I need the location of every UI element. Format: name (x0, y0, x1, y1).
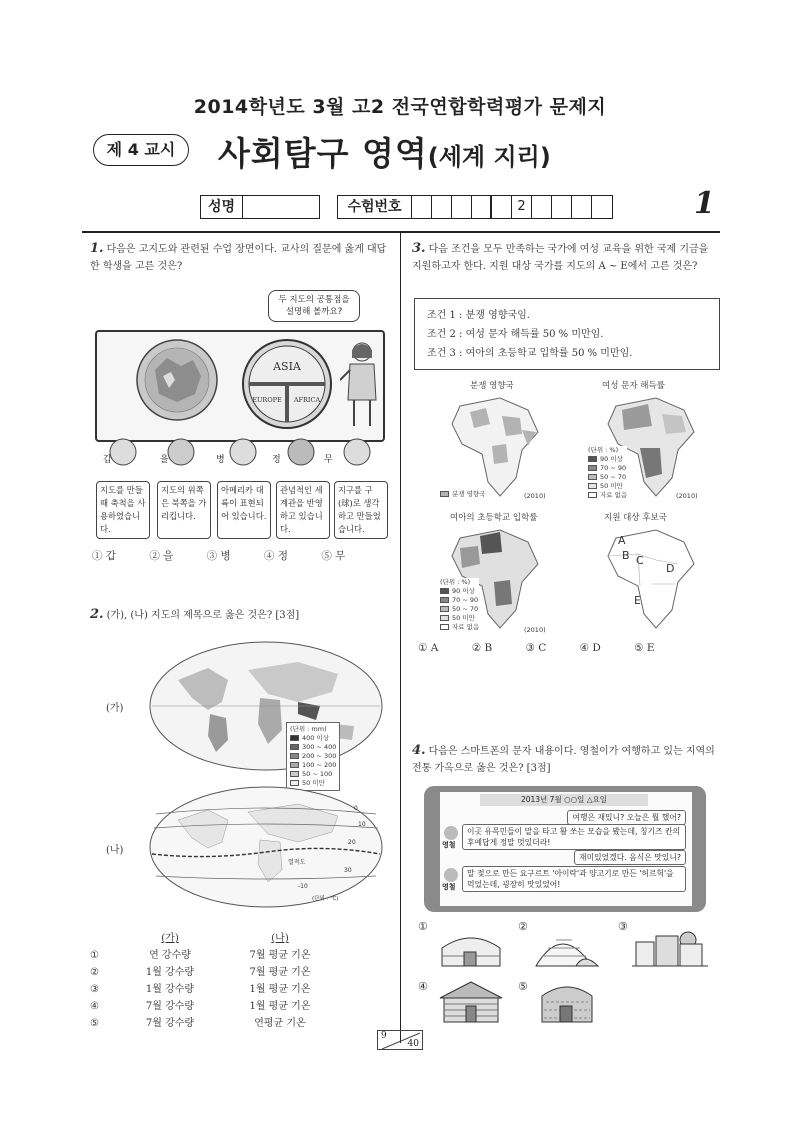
message-sent: 이곳 유목민들이 말을 타고 활 쏘는 모습을 봤는데, 칭기즈 칸의 후예답게 정말 멋있더라! (462, 824, 686, 850)
legend-title: (단위 : %) (440, 578, 471, 586)
question-2 (90, 606, 392, 624)
exam-number-cell (452, 196, 472, 218)
mud-hut-icon[interactable] (532, 978, 602, 1026)
choice-option[interactable]: ① A (418, 642, 439, 654)
map-word-europe: EUROPE (252, 396, 282, 404)
option-label[interactable]: ① (418, 920, 428, 933)
student-name: 무 (324, 455, 333, 465)
table-cell: 1월 강수량 (145, 967, 195, 978)
log-cabin-icon[interactable] (436, 978, 506, 1026)
choice-option[interactable]: ④ D (579, 642, 601, 654)
message-sent: 말 젖으로 만든 요구르트 '아이락'과 양고기로 만든 '허르헉'을 먹었는데, 굉장히 맛있었어! (462, 866, 686, 892)
question-text: 다음은 스마트폰의 문자 내용이다. 영철이가 여행하고 있는 지역의 전통 가옥으로 옳은 것은? [3점] (412, 746, 715, 774)
student-name: 정 (272, 455, 281, 465)
student-reply: 지도의 위쪽은 북쪽을 가리킵니다. (157, 481, 211, 539)
choice-option[interactable]: ② 을 (149, 550, 174, 562)
choice-option[interactable]: ③ C (525, 642, 547, 654)
question-number: 3. (412, 241, 426, 256)
isotherm-label: 20 (348, 839, 356, 846)
table-cell: 1월 강수량 (145, 984, 195, 995)
table-cell: 7월 평균 기온 (249, 950, 311, 961)
question-number: 1. (90, 241, 104, 256)
legend-label: 200 ~ 300 (302, 752, 337, 760)
sender-name: 영철 (442, 883, 456, 891)
table-header (90, 930, 340, 947)
world-isotherm-map (148, 784, 384, 910)
choice-option[interactable]: ③ 병 (206, 550, 231, 562)
legend-label: 90 이상 (452, 587, 475, 595)
header-rule (82, 231, 720, 233)
period-badge: 제 4 교시 (93, 134, 189, 166)
exam-title: 2014학년도 3월 고2 전국연합학력평가 문제지 (193, 96, 607, 118)
legend-label: 50 미만 (302, 779, 325, 787)
legend-row (290, 752, 336, 761)
sender-name: 영철 (442, 841, 456, 849)
page-number: 1 (694, 186, 715, 221)
table-head: (가) (161, 933, 179, 944)
legend-label: 50 ~ 70 (600, 473, 627, 481)
mediterranean-town-icon[interactable] (632, 924, 708, 972)
legend-label: 100 ~ 200 (302, 761, 337, 769)
map-title: 여아의 초등학교 입학률 (450, 513, 538, 523)
exam-number-cell (472, 196, 492, 218)
world-precip-map (148, 640, 384, 772)
isotherm-unit: (단위 : ℃) (312, 896, 339, 902)
subject-sub: (세계 지리) (427, 143, 551, 171)
column-divider (400, 233, 401, 1043)
conflict-legend (440, 490, 485, 499)
phone-screen (440, 792, 692, 906)
legend-row (440, 614, 479, 623)
question-number: 4. (412, 743, 426, 758)
legend-row (290, 743, 336, 752)
legend-label: 90 이상 (600, 455, 623, 463)
thermal-equator-label: 열적도 (288, 859, 306, 866)
map-a-label: (가) (106, 703, 124, 714)
table-head: (나) (271, 933, 289, 944)
table-cell: 7월 강수량 (145, 1001, 195, 1012)
footer-total: 40 (407, 1039, 419, 1049)
exam-number-field[interactable] (337, 195, 613, 219)
exam-number-cell (412, 196, 432, 218)
exam-number-cell (432, 196, 452, 218)
question-text: (가), (나) 지도의 제목으로 옳은 것은? [3점] (106, 610, 300, 621)
map-b-label: (나) (106, 845, 124, 856)
exam-number-cell: 2 (512, 196, 532, 218)
condition-line: 조건 1 : 분쟁 영향국임. (427, 310, 530, 321)
exam-number-cell (532, 196, 552, 218)
smartphone (424, 786, 706, 912)
legend-row (588, 482, 627, 491)
teacher-speech-bubble: 두 지도의 공통점을 설명해 볼까요? (268, 290, 360, 322)
subject-title (218, 128, 551, 175)
legend-label: 자료 없음 (452, 623, 480, 631)
legend-row (290, 761, 336, 770)
isotherm-label: -10 (298, 883, 308, 890)
legend-label: 400 이상 (302, 734, 330, 742)
map-word-africa: AFRICA (293, 396, 321, 404)
legend-row (290, 734, 336, 743)
student-name: 갑 (103, 455, 112, 465)
legend-row (588, 473, 627, 482)
table-cell: 7월 강수량 (145, 1018, 195, 1029)
footer-page-box (377, 1030, 423, 1050)
table-row[interactable] (90, 998, 340, 1015)
subject-main: 사회탐구 영역 (218, 134, 428, 173)
map-word-asia: ASIA (273, 360, 301, 373)
question-number: 2. (90, 607, 104, 622)
footer-page: 9 (381, 1031, 387, 1041)
q2-answer-table (90, 930, 340, 1032)
table-row[interactable] (90, 981, 340, 998)
choice-option[interactable]: ② B (471, 642, 493, 654)
exam-number-cell (572, 196, 592, 218)
condition-line: 조건 3 : 여아의 초등학교 입학률 50 % 미만임. (427, 348, 633, 359)
student-reply: 지구를 구(球)로 생각하고 만들었습니다. (334, 481, 388, 539)
table-cell: ③ (90, 984, 99, 995)
table-row[interactable] (90, 964, 340, 981)
table-row[interactable] (90, 947, 340, 964)
precip-legend (286, 722, 340, 791)
enrollment-legend (440, 578, 479, 632)
choice-option[interactable]: ⑤ 무 (321, 550, 346, 562)
choice-option[interactable]: ① 갑 (92, 550, 116, 562)
message-received: 여행은 재밌니? 오늘은 뭘 했어? (567, 810, 686, 825)
question-4 (412, 742, 720, 777)
legend-row (440, 587, 479, 596)
legend-row (440, 596, 479, 605)
africa-conflict-map (440, 392, 552, 502)
map-title: 여성 문자 해득률 (602, 381, 665, 391)
message-received: 재미있었겠다. 음식은 맛있니? (574, 850, 686, 865)
condition-line: 조건 2 : 여성 문자 해득률 50 % 미만임. (427, 329, 604, 340)
legend-label: 70 ~ 90 (452, 596, 479, 604)
choice-option[interactable]: ④ 정 (263, 550, 288, 562)
legend-title: (단위 : mm) (290, 725, 327, 733)
legend-label: 50 미만 (600, 482, 623, 490)
candidate-label: B (622, 549, 630, 562)
legend-label: 분쟁 영향국 (452, 490, 486, 498)
table-cell: 1월 평균 기온 (249, 984, 311, 995)
map-title: 분쟁 영향국 (470, 381, 514, 391)
name-field[interactable] (200, 195, 320, 219)
sender-avatar (444, 826, 458, 840)
year-label: (2010) (524, 626, 546, 634)
legend-row (290, 770, 336, 779)
isotherm-label: 10 (358, 821, 366, 828)
legend-row (440, 605, 479, 614)
table-cell: ④ (90, 1001, 99, 1012)
legend-label: 50 미만 (452, 614, 475, 622)
student-name: 병 (216, 455, 225, 465)
phone-date: 2013년 7월 ○○일 △요일 (480, 794, 648, 806)
ger-house-icon[interactable] (436, 926, 506, 970)
map-title: 지원 대상 후보국 (604, 513, 667, 523)
question-text: 다음은 고지도와 관련된 수업 장면이다. 교사의 질문에 옳게 대답한 학생을 고른 것은? (90, 244, 387, 272)
exam-number-cell (492, 196, 512, 218)
legend-row (588, 455, 627, 464)
table-cell: 1월 평균 기온 (249, 1001, 311, 1012)
question-1 (90, 240, 392, 275)
legend-label: 50 ~ 70 (452, 605, 479, 613)
isotherm-label: 30 (344, 867, 352, 874)
table-cell: 연평균 기온 (254, 1018, 306, 1029)
option-label[interactable]: ③ (618, 920, 628, 933)
candidate-label: C (636, 554, 644, 567)
table-cell: 연 강수량 (149, 950, 191, 961)
literacy-legend (588, 446, 627, 500)
legend-row (588, 464, 627, 473)
year-label: (2010) (676, 492, 698, 500)
candidate-label: D (666, 562, 675, 575)
table-cell: ① (90, 950, 99, 961)
q3-choices (418, 642, 685, 654)
igloo-icon[interactable] (532, 926, 602, 970)
student-name: 을 (160, 455, 169, 465)
student-reply: 관념적인 세계관을 반영하고 있습니다. (276, 481, 330, 539)
exam-number-cell (552, 196, 572, 218)
isotherm-label: 0 (354, 805, 358, 812)
table-row[interactable] (90, 1015, 340, 1032)
option-label[interactable]: ⑤ (518, 980, 528, 993)
exam-number-cell (592, 196, 612, 218)
option-label[interactable]: ② (518, 920, 528, 933)
table-cell: ⑤ (90, 1018, 99, 1029)
candidate-label: E (634, 594, 641, 607)
legend-label: 300 ~ 400 (302, 743, 337, 751)
legend-label: 50 ~ 100 (302, 770, 333, 778)
choice-option[interactable]: ⑤ E (634, 642, 655, 654)
name-label: 성명 (201, 196, 243, 218)
students-figures (95, 432, 385, 478)
sender-avatar (444, 868, 458, 882)
student-reply: 아메리카 대륙이 표현되어 있습니다. (217, 481, 271, 539)
table-cell: 7월 평균 기온 (249, 967, 311, 978)
table-cell: ② (90, 967, 99, 978)
conditions-box (414, 298, 720, 370)
q1-choices (92, 548, 375, 563)
legend-row (440, 623, 479, 632)
question-text: 다음 조건을 모두 만족하는 국가에 여성 교육을 위한 국제 기금을 지원하고자 한다. 지원 대상 국가를 지도의 A ~ E에서 고른 것은? (412, 244, 709, 272)
legend-title: (단위 : %) (588, 446, 619, 454)
student-reply: 지도를 만들 때 축척을 사용하였습니다. (96, 481, 150, 539)
africa-candidate-map (596, 524, 708, 634)
year-label: (2010) (524, 492, 546, 500)
legend-label: 70 ~ 90 (600, 464, 627, 472)
option-label[interactable]: ④ (418, 980, 428, 993)
legend-label: 자료 없음 (600, 491, 628, 499)
exam-number-label: 수험번호 (338, 196, 412, 218)
legend-row (588, 491, 627, 500)
question-3 (412, 240, 720, 275)
candidate-label: A (618, 534, 626, 547)
teacher-figure (340, 340, 386, 430)
